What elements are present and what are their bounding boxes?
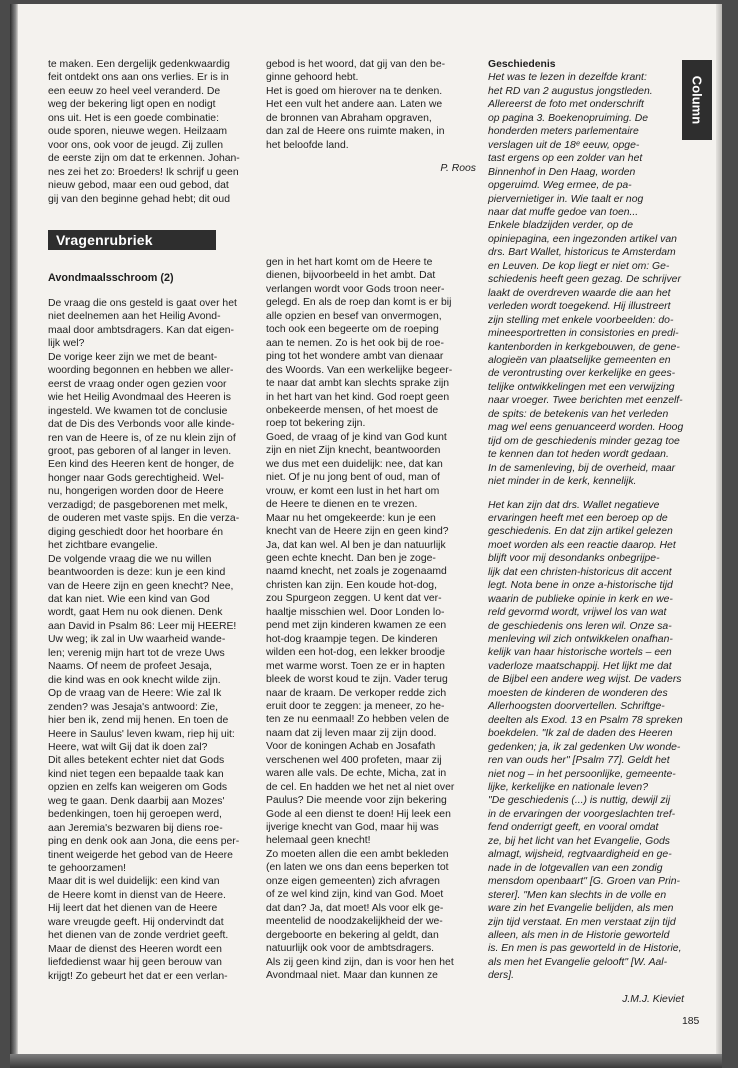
column-tab: [682, 60, 712, 140]
column-sidebar: [488, 58, 684, 1006]
top-article-text-1: te maken. Een dergelijk gedenkwaardig feit ontdekt ons aan ons verlies. Er is in een eeuw zo heel veel veranderd. De weg der bekering ligt open en nodigt ons uit. Het is een goede combinatie: oude sporen, nieuwe wegen. Heilzaam voor ons, ook voor de jeugd. Zij zullen de eerste zijn om dat te erkennen. Johan- nes zei het zo: Broeders! Ik schrijf u geen nieuw gebod, maar een oud gebod, dat gij van den beginne gehad hebt; dit oud: [48, 59, 240, 205]
bottom-shadow: [10, 1054, 722, 1068]
section-banner-vragenrubriek: Vragenrubriek: [48, 230, 216, 250]
column-tab-label: Column: [689, 75, 705, 125]
column-signature: J.M.J. Kieviet: [622, 993, 684, 1005]
vragenrubriek-column-2: [266, 256, 476, 982]
page-edge: [716, 4, 722, 1054]
column-heading: Geschiedenis: [488, 59, 556, 70]
top-article-signature: P. Roos: [440, 163, 476, 175]
page-binding-shadow: [10, 4, 18, 1054]
column-paragraph-1: Het was te lezen in dezelfde krant: het RD van 2 augustus jongstleden. Allereerst de foto met onderschrift op pagina 3. Boekenopruiming. De honderden meters parlementaire verslagen uit de 18ᵉ eeuw, opge- tast ergens op een zolder van het Binnenhof in Den Haag, worden opgeruimd. Weg ermee, de pa- piervernietiger in. Wie taalt er nog naar dat muffe gedoe van toen... Enkele bladzijden verder, op de opiniepagina, een ingezonden artikel van drs. Bart Wallet, historicus te Amsterdam en Leuven. De kop liegt er niet om: Ge- schiedenis heeft geen gezag. De schrijver laakt de overdreven waarde die aan het verleden wordt toegekend. Hij illustreert zijn stelling met enkele voorbeelden: do- mineesportretten in consistories en predi- kantenborden in kerkgebouwen, de gene- alogieën van plaatselijke gemeenten en de verontrusting over kerkelijke en gees- telijke ontwikkelingen met een verwijzing naar vroeger. Twee berichten met eenzelf- de spits: de betekenis van het verleden mag wel eens genuanceerd worden. Hoog tijd om de geschiedenis minder gezag toe te kennen dan tot heden wordt gedaan. In de samenleving, bij de overheid, maar niet minder in de kerk, kennelijk.: [488, 72, 684, 488]
vragenrubriek-text-1: De vraag die ons gesteld is gaat over het niet deelnemen aan het Heilig Avond- maal door ambtsdragers. Kan dat eigen- lijk wel? De vorige keer zijn we met de beant- woording begonnen en hebben we aller- eerst de vraag onder ogen gezien voor wie het Heilig Avondmaal des Heeren is ingesteld. We kwamen tot de conclusie dat de Dis des Verbonds voor alle kinde- ren van de Heere is, of ze nu klein zijn of groot, pas geboren of al langer in leven. Een kind des Heeren kent de honger, de honger naar Gods gerechtigheid. Wel- nu, hongerigen worden door de Heere verzadigd; de pasgeborenen met melk, de ouderen met vaste spijs. En die verza- diging geschiedt door het hoorbare én het zichtbare evangelie. De volgende vraag die we nu willen beantwoorden is deze: kun je een kind van de Heere zijn en geen knecht? Nee, dat kan niet. Wie een kind van God wordt, gaat Hem nu ook dienen. Denk aan David in Psalm 86: Leer mij HEERE! Uw weg; ik zal in Uw waarheid wande- len; verenig mijn hart tot de vreze Uws Naams. Of neem de profeet Jesaja, die kind was en ook knecht wilde zijn. Op de vraag van de Heere: Wie zal Ik zenden? was Jesaja's antwoord: Zie, hier ben ik, zend mij henen. En toen de Heere in Saulus' leven kwam, riep hij uit: Heere, wat wilt Gij dat ik doen zal? Dit alles betekent echter niet dat Gods kind niet tegen een bepaalde taak kan opzien en zelfs kan weigeren om Gods weg te gaan. Denk daarbij aan Mozes' bedenkingen, toen hij geroepen werd, aan Jeremia's bezwaren bij diens roe- ping en denk ook aan Jona, die eens per- tinent weigerde het gebod van de Heere te gehoorzamen! Maar dit is wel duidelijk: een kind van de Heere komt in dienst van de Heere. Hij leert dat het dienen van de Heere ware vreugde geeft. Hij ondervindt dat het dienen van de zonde verdriet geeft. Maar de dienst des Heeren wordt een liefdedienst waar hij geen berouw van krijgt! Zo gebeurt het dat er een verlan-: [48, 298, 240, 982]
top-article-column-2: [266, 58, 476, 176]
top-article-text-2: gebod is het woord, dat gij van den be- ginne gehoord hebt. Het is goed om hierover na te denken. Het een vult het andere aan. Laten we de bronnen van Abraham opgraven, dan zal de Heere ons ruimte maken, in het beloofde land.: [266, 59, 446, 151]
vragenrubriek-column-1: [48, 297, 256, 983]
column-paragraph-2: Het kan zijn dat drs. Wallet negatieve ervaringen heeft met een beroep op de geschiedenis. En dat zijn artikel gelezen moet worden als een reactie daarop. Het blijft voor mij desondanks onbegrijpe- lijk dat een christen-historicus dit accent legt. Nota bene in onze a-historische tijd waarin de publieke opinie in kerk en we- reld gevormd wordt, vrijwel los van wat de geschiedenis ons leren wil. Onze sa- menleving wil zich ontwikkelen onafhan- kelijk van haar historische wortels – een vaderloze maatschappij. Het lijkt me dat de Bijbel een andere weg wijst. De vaders moesten de kinderen de wonderen des Allerhoogsten doorvertellen. Schriftge- deelten als Exod. 13 en Psalm 78 spreken boekdelen. "Ik zal de daden des Heeren gedenken; ja, ik zal gedenken Uw wonde- ren van ouds her" [Psalm 77]. Geldt het niet nog – in het persoonlijke, gemeente- lijke, kerkelijke en nationale leven? "De geschiedenis (...) is nuttig, dewijl zij in de ervaringen der voorgeslachten tref- fend onderrigt geeft, en vooral omdat ze, bij het licht van het Evangelie, Gods almagt, wijsheid, regtvaardigheid en ge- nade in de lotgevallen van een zondig mensdom openbaart" [G. Groen van Prin- sterer]. "Men kan slechts in de volle en ware zin het Evangelie belijden, als men zijn tijd verstaat. En men verstaat zijn tijd alleen, als men in de Historie geworteld is. En men is pas geworteld in de Historie, als men het Evangelie gelooft" [W. Aal- ders].: [488, 499, 683, 982]
top-article-column-1: [48, 58, 256, 206]
vragenrubriek-text-2: gen in het hart komt om de Heere te dienen, bijvoorbeeld in het ambt. Dat verlangen wordt voor Gods troon neer- gelegd. En als de roep dan komt is er bij alle opzien en besef van onvermogen, toch ook een begeerte om de roeping aan te nemen. Zo is het ook bij de roe- ping tot het wondere ambt van dienaar des Woords. Van een werkelijke begeer- te naar dat ambt kan slechts sprake zijn in het hart van het kind. God roept geen onbekeerde mensen, of het moest de roep tot bekering zijn. Goed, de vraag of je kind van God kunt zijn en niet Zijn knecht, beantwoorden we dus met een duidelijk: nee, dat kan niet. Of je nu jong bent of oud, man of vrouw, er komt een lust in het hart om de Heere te dienen en te vrezen. Maar nu het omgekeerde: kun je een knecht van de Heere zijn en geen kind? Ja, dat kan wel. Al ben je dan natuurlijk geen echte knecht. Dan ben je zoge- naamd knecht, net zoals je zogenaamd christen kan zijn. Een koude hot-dog, zou Spurgeon zeggen. U kent dat ver- haaltje misschien wel. Door Londen lo- pend met zijn kinderen kwamen ze een hot-dog kraampje tegen. De kinderen wilden een hot-dog, een lekker broodje met warme worst. Toen ze er in hapten bleek de worst koud te zijn. Vader terug naar de kraam. De verkoper redde zich eruit door te zeggen: ja meneer, zo he- ten ze nu eenmaal! Zo hebben velen de naam dat zij leven maar zij zijn dood. Voor de koningen Achab en Josafath verschenen wel 400 profeten, maar zij waren alle vals. De echte, Micha, zat in de cel. En hadden we het net al niet over Paulus? Die meende voor zijn bekering Gode al een dienst te doen! Hij leek een ijverige knecht van God, maar hij was helemaal geen knecht! Zo moeten allen die een ambt bekleden (en laten we ons dan eens beperken tot onze eigen gemeenten) zich afvragen of ze wel kind zijn, kind van God. Moet dat dan? Ja, dat moet! Als voor elk ge- meentelid de noodzakelijkheid der we- dergeboorte en bekering al geldt, dan natuurlijk ook voor de ambtsdragers. Als zij geen kind zijn, dan is voor hen het Avondmaal niet. Maar dan kunnen ze: [266, 257, 455, 982]
magazine-page: [10, 4, 722, 1054]
article-title: Avondmaalsschroom (2): [48, 272, 174, 284]
page-number: 185: [682, 1016, 700, 1027]
